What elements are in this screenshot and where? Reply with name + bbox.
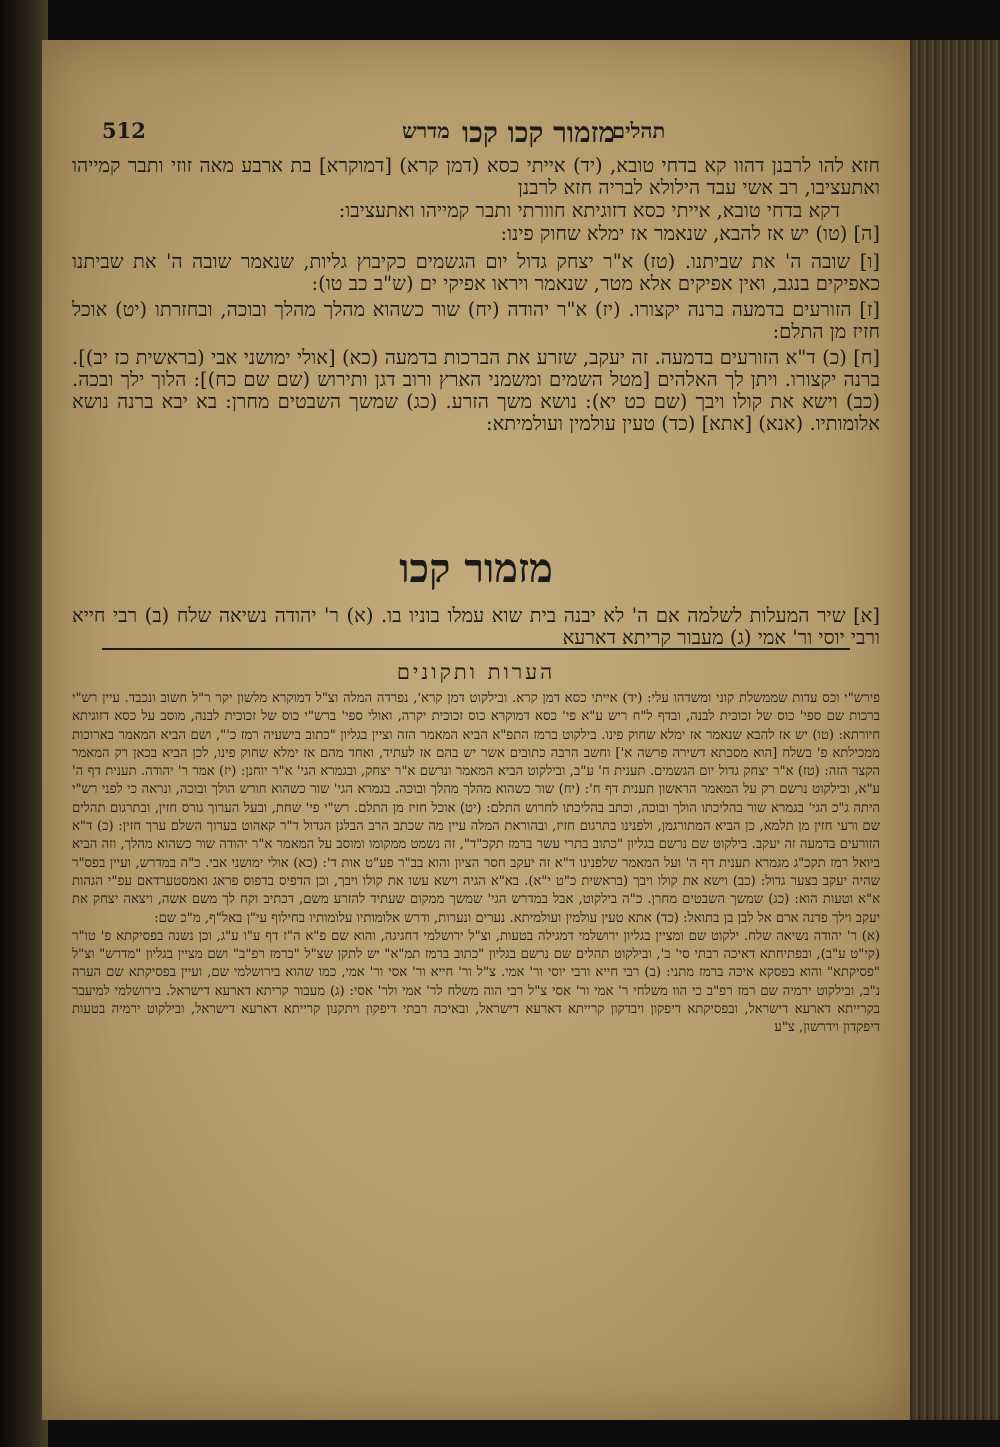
header-title: מזמור קכו קכו [462, 116, 616, 149]
section-title: מזמור קכו [399, 545, 553, 592]
section-text [72, 585, 880, 668]
book-left-edge [0, 0, 48, 1447]
header-midrash: מדרש [402, 118, 450, 143]
main-text [72, 155, 880, 436]
page-number: 512 [102, 118, 146, 143]
section-paragraph: [א] שיר המעלות לשלמה אם ה' לא יבנה בית שוא עמלו בוניו בו. (א) ר' יהודה נשיאה שלח (ב) רבי חייא ורבי יוסי ור' אמי (ג) מעבור קריתא דארעא [72, 603, 880, 649]
book-page [42, 40, 910, 1420]
body-paragraph: [ו] שובה ה' את שביתנו. (טז) א"ר יצחק גדול יום הגשמים כקיבוץ גליות, שנאמר שובה ה' את שביתנו כאפיקים בנגב, ואין אפיקים אלא מטר, שנאמר ויראו אפיקי ים (ש"ב כב טו): [72, 250, 880, 295]
body-paragraph: דקא בדחי טובא, אייתי כסא דזוגיתא חוורתי ותבר קמייהו ואתעציבו: [338, 199, 840, 222]
body-paragraph: [ה] (טו) יש אז להבא, שנאמר אז ימלא שחוק פינו: [500, 222, 880, 245]
body-paragraph: חזא להו לרבנן דהוו קא בדחי טובא, (יד) אייתי כסא (דמן קרא) [דמוקרא] בת ארבע מאה זוזי ותבר קמייהו ואתעציבו, רב אשי עבד הילולא לבריה חזא לרבנן [72, 154, 880, 199]
body-paragraph: [ח] (כ) ד"א הזורעים בדמעה. זה יעקב, שזרע את הברכות בדמעה (כא) [אולי ימושני אבי (בראשית כז יב)]. ברנה יקצורו. ויתן לך האלהים [מטל השמים ומשמני הארץ ורוב דגן ותירוש (שם שם כח)]: הלוך ילך ובכה. (כב) וישא את קולו ויבך (שם כט יא): נושא משך הזרע. (כג) שמשך השבטים מחרן: בא יבא ברנה נושא אלומותיו. (אנא) [אתא] (כד) טעין עולמין ועולמיתא: [72, 346, 880, 435]
body-paragraph: [ז] הזורעים בדמעה ברנה יקצורו. (יז) א"ר יהודה (יח) שור כשהוא מהלך מהלך ובוכה, ובחזרתו (יט) אוכל חזיז מן התלם: [72, 298, 880, 343]
notes-title: הערות ותקונים [396, 660, 556, 684]
running-header [102, 118, 850, 158]
notes-text [72, 690, 880, 1038]
notes-paragraph: (א) ר' יהודה נשיאה שלח. ילקוט שם ומציין בגליון ירושלמי דמגילה בטעות, וצ"ל ירושלמי דחגיגה, והוא שם פ"א ה"ז דף ע"ו ע"ג, וכן נשנה בפסיקתא פ' טו"ר (קי"ט ע"ב), ובפתיחתא דאיכה רבתי סי' ב', ובילקוט תהלים שם נרשם בגליון "כתוב ברמז תמ"א" יש לתקן שצ"ל "ברמז רפ"ב" ושם מציין בגליון "מדרש" וצ"ל "פסיקתא" והוא בפסקא איכה ברמז מתני: (ב) רבי חייא ורבי יוסי ור' אמי. צ"ל ור' חייא ור' אסי ור' אמי, כמו שהוא בירושלמי שם, ועיין בפסיקתא שם הערה נ"ב, ובילקוט ירמיה שם רמז רפ"ב כי הוו משלחי ר' אמי ור' אסי צ"ל רבי הוה משלח לר' אמי ולר' אסי: (ג) מעבור קריתא דארעא דישראל. בירושלמי למיעבר בקרייתא דארעא דישראל, ובפסיקתא דיפקון ויבדקון קרייתא דארעא דישראל, ובאיכה רבתי דיפקון ויתקנון קרייתא דארעא דישראל, ובילקוט ירמיה בטעות דיפקדון וידרשון, צ"ע [72, 928, 880, 1036]
divider [102, 648, 850, 650]
header-psalms: תהלים [612, 118, 666, 143]
notes-paragraph: פירש"י וכס עדות שממשלת קוני ומשדהו עלי: (יד) אייתי כסא דמן קרא. ובילקוט דמן קרא', נפרדה המלה וצ"ל דמוקרא מלשון יקר ר"ל חשוב ונכבד. עיין רש"י ברכות שם ספי' כוס של זכוכית לבנה, ובדף ל"ח ריש ע"א פי' כסא דמוקרא כוס זכוכית יקרה, ואולי ספי' ברש"י כוס של זכוכית לבנה, מוסב על כסא דזוגיתא חיורתא: (טו) יש אז להבא שנאמר אז ימלא שחוק פינו. בילקוט ברמז התפ"א הביא המאמר הזה וציין בגליון "כתוב בישעיה רמז כ'", ושם הביא המאמר בארוכות ממכילתא פ' בשלח [הוא מסכתא דשירה פרשה א'] וחשב הרבה כתובים אשר יש בהם אז לעתיד, ואחד מהם אז ימלא שחוק פינו, לכן הביא בכאן רק המאמר הקצר הזה: (טז) א"ר יצחק גדול יום הגשמים. תענית ח' ע"ב, ובילקוט הביא המאמר ונרשם א"ר יצחק, ובגמרא הגי' א"ר יוחנן: (יז) אמר ר' יהודה. תענית דף ה' ע"א, ובילקוט נרשם רק על המאמר הראשון תענית דף ח': (יח) שור כשהוא מהלך מהלך ובוכה. בגמרא הגי' שור כשהוא חורש הולך ובוכה, ונראה כי לפני רש"י היתה ג"כ הגי' בגמרא שור בהליכתו הולך ובוכה, וכתב בהליכתו לחרוש התלם: (יט) אוכל חזיז מן התלם. רש"י פי' שחת, ובעל הערוך גורס חזין, ובתרגום תהלים שם ורעי חזין מן תלמא, כן הביא המתורגמן, ולפנינו בתרגום חזיז, ובהוראת המלה עיין מה שכתב הרב הבלגן הגדול ד"ר קאהוט בערוך השלם ערך חזין: (כ) ד"א הזורעים בדמעה זה יעקב. בילקוט שם נרשם בגליון "כתוב בתרי עשר ברמז תקכ"ד", זה נשמט ממקומו ומוסב על המאמר א"ר יהודה שור כשהוא מהלך, וזה הביא ביואל רמז תקכ"ג מגמרא תענית דף ה' ועל המאמר שלפנינו ד"א זה יעקב חסר הציון והוא בב"ר פע"ט אות ד': (כא) אולי ימושני אבי. כ"ה במדרש, ועיין בפס"ר שהיה יעקב בצער גדול: (כב) וישא את קולו ויבך (בראשית כ"ט י"א). בא"א הגיה וישא עשו את קולו ויבך, וכן הדפיס בדפוס פראג ואמסטערדאם עפ"י הגהות א"א וטעות הוא: (כג) שמשך השבטים מחרן. כ"ה בילקוט, אבל במדרש הגי' שמשך ממקום שעתיד להזרע משם, דכתיב וקח לך משם אשה, ויצאה יצחק את יעקב וילך פדנה ארם אל לבן בן בתואל: (כד) אתא טעין עולמין ועולמיתא. נערים ונערות, ודרש אלומותיו עלומותיו בחילוף עי"ן באל"ף, מ"כ שם: [72, 691, 880, 926]
